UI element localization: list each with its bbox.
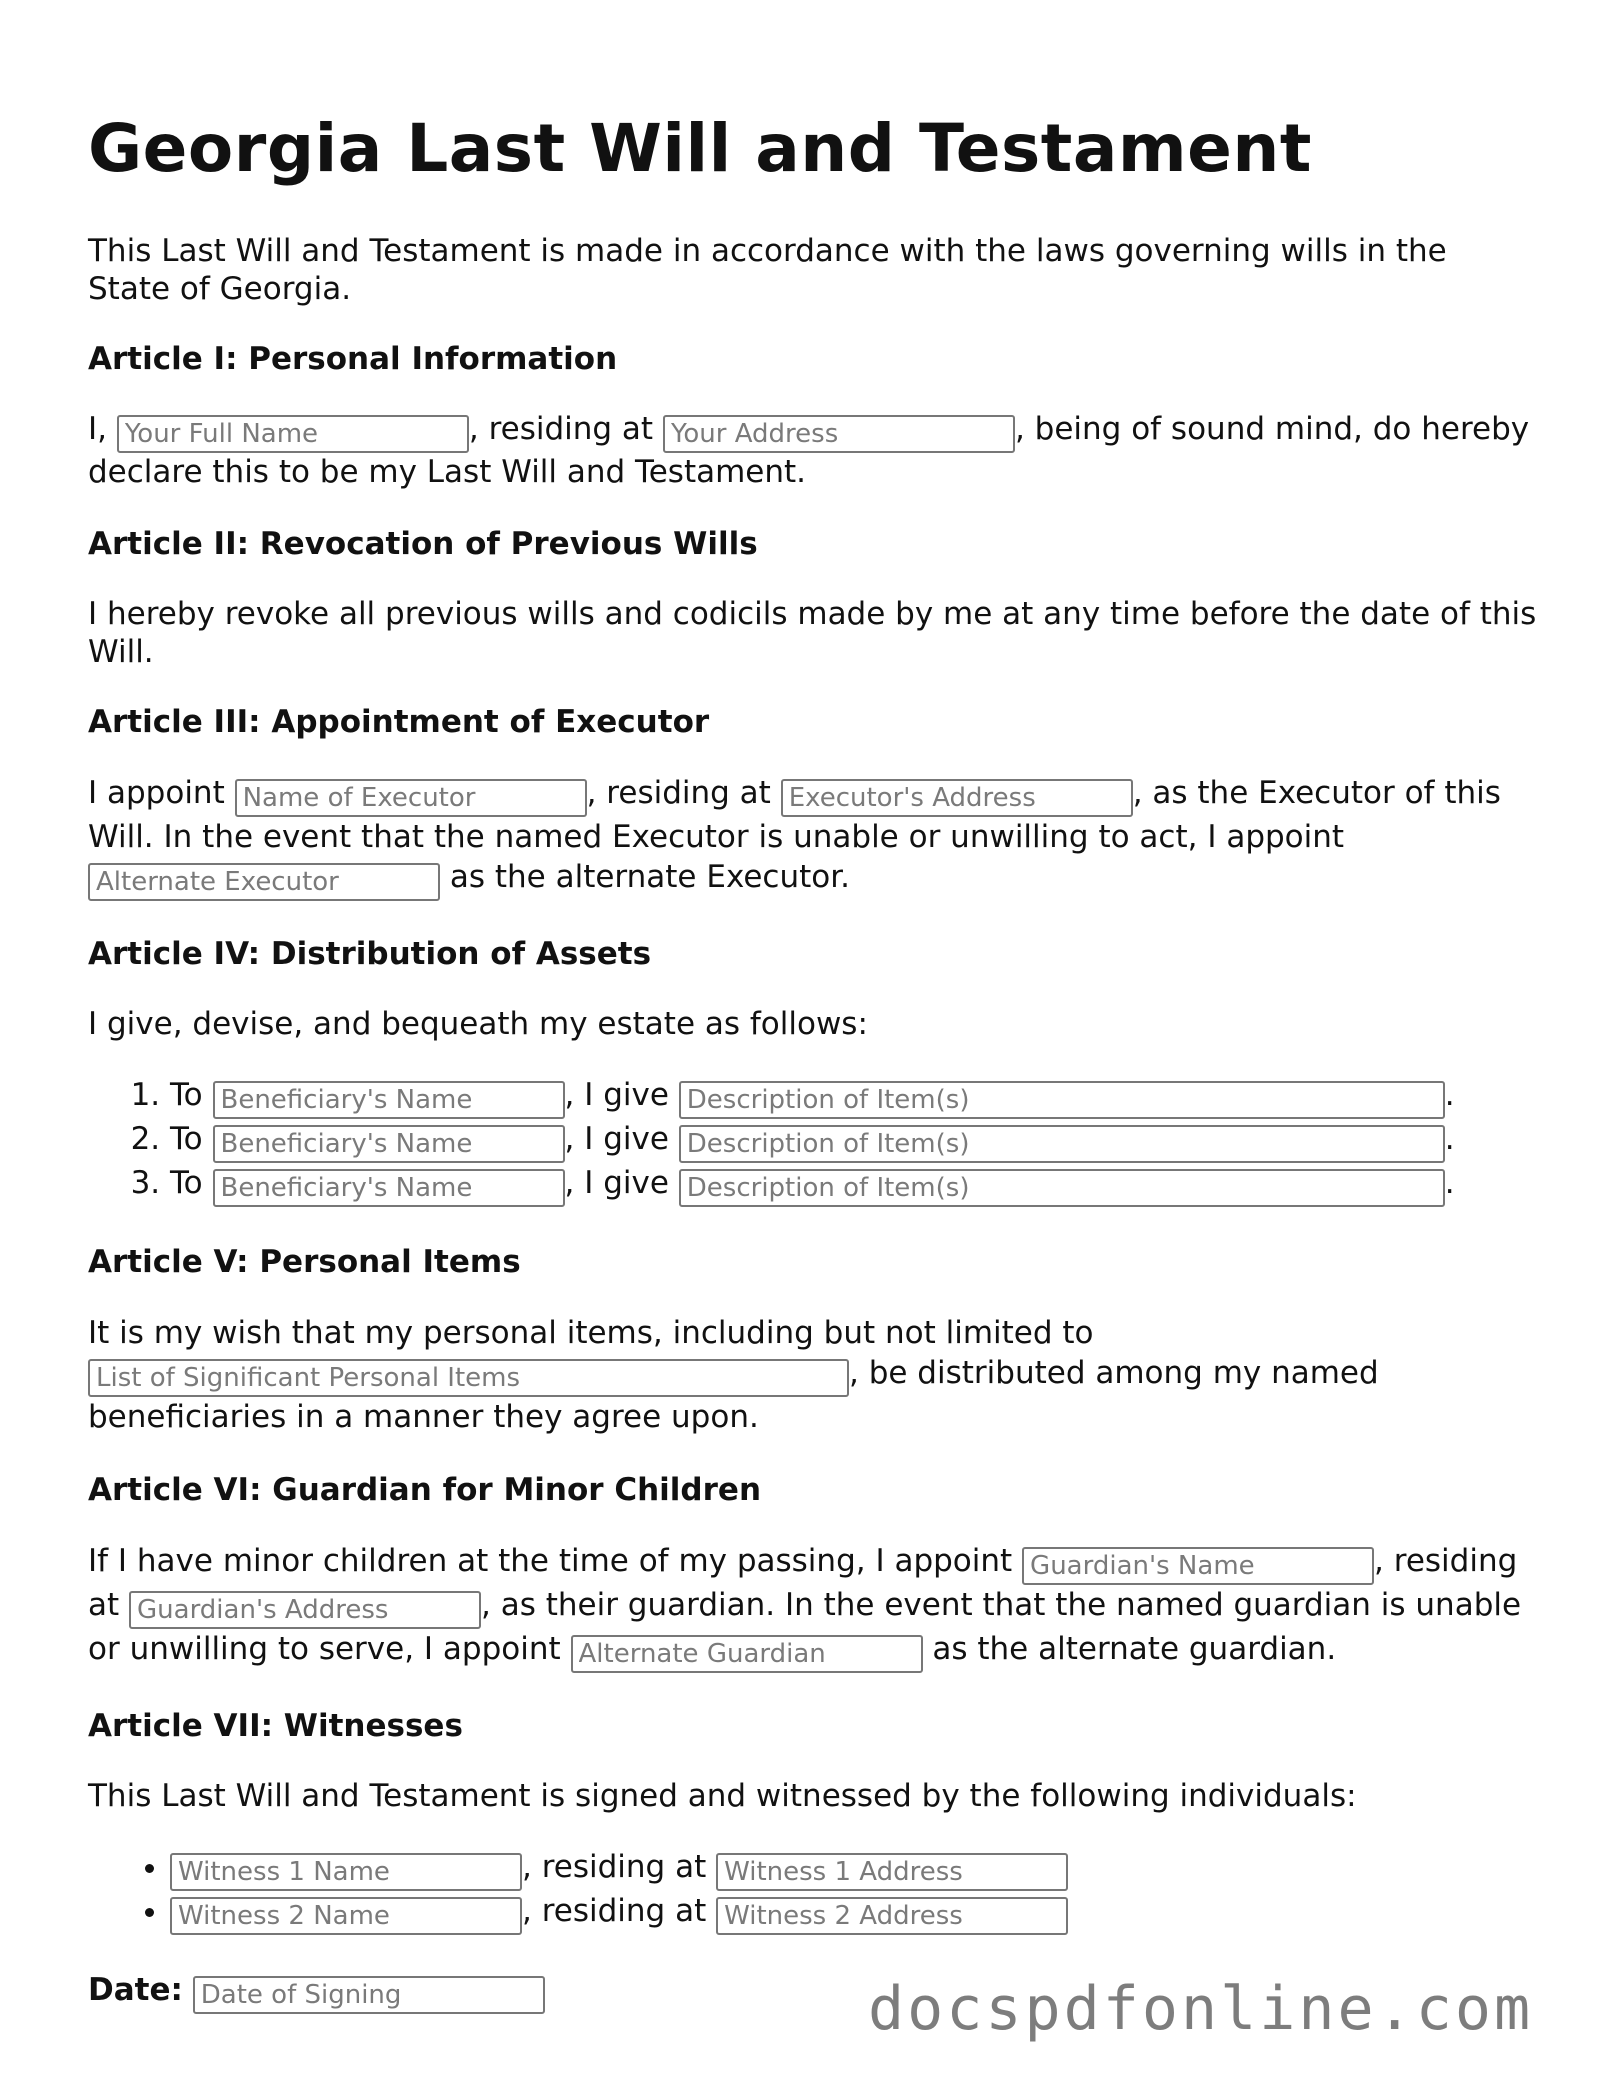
article-6-text-3: , as their guardian. In the event that the named guardian is unable or unwilling to serve, I appoint: [88, 1587, 1522, 1667]
date-of-signing-input[interactable]: [193, 1976, 545, 2014]
distribution-list: [88, 1075, 1538, 1207]
article-2-paragraph: I hereby revoke all previous wills and codicils made by me at any time before the date of this Will.: [88, 596, 1537, 670]
period: .: [1444, 1121, 1455, 1157]
article-3-text-2: , residing at: [586, 775, 771, 811]
witness-list: [88, 1847, 1538, 1935]
description-3-input[interactable]: [679, 1169, 1445, 1207]
guardian-address-input[interactable]: [129, 1591, 481, 1629]
article-1-heading: Article I: Personal Information: [88, 341, 618, 377]
article-4-intro: I give, devise, and bequeath my estate as follows:: [88, 1006, 868, 1042]
personal-items-input[interactable]: [88, 1359, 849, 1397]
article-5-text-2: , be distributed among my named beneficiaries in a manner they agree upon.: [88, 1355, 1379, 1435]
article-3-text-1: I appoint: [88, 775, 225, 811]
article-5-paragraph: [88, 1313, 1538, 1437]
article-6-text-4: as the alternate guardian.: [932, 1631, 1337, 1667]
article-3-heading: Article III: Appointment of Executor: [88, 704, 710, 740]
intro-paragraph: This Last Will and Testament is made in accordance with the laws governing wills in the State of Georgia.: [88, 233, 1447, 307]
article-6-heading: Article VI: Guardian for Minor Children: [88, 1472, 762, 1508]
executor-name-input[interactable]: [235, 779, 587, 817]
witness-1-name-input[interactable]: [170, 1853, 522, 1891]
give-label: , I give: [564, 1077, 669, 1113]
to-label: To: [170, 1165, 203, 1201]
to-label: To: [170, 1121, 203, 1157]
address-input[interactable]: [663, 415, 1015, 453]
list-item: [170, 1847, 1538, 1891]
witness-1-address-input[interactable]: [716, 1853, 1068, 1891]
article-3-text-3: , as the Executor of this Will. In the event that the named Executor is unable or unwilling to act, I appoint: [88, 775, 1501, 855]
list-item: [170, 1075, 1538, 1119]
article-6-text-2: , residing at: [88, 1543, 1518, 1623]
article-7-intro: This Last Will and Testament is signed and witnessed by the following individuals:: [88, 1778, 1357, 1814]
witness-2-name-input[interactable]: [170, 1897, 522, 1935]
period: .: [1444, 1077, 1455, 1113]
alternate-executor-input[interactable]: [88, 863, 440, 901]
description-2-input[interactable]: [679, 1125, 1445, 1163]
list-item: [170, 1119, 1538, 1163]
full-name-input[interactable]: [117, 415, 469, 453]
article-3-paragraph: [88, 773, 1538, 901]
article-5-text-1: It is my wish that my personal items, including but not limited to: [88, 1315, 1094, 1351]
page-title: Georgia Last Will and Testament: [88, 110, 1312, 187]
list-item: [170, 1163, 1538, 1207]
article-1-text-1: I,: [88, 411, 107, 447]
period: .: [1444, 1165, 1455, 1201]
article-2-heading: Article II: Revocation of Previous Wills: [88, 526, 758, 562]
will-document: [88, 108, 1538, 2046]
article-5-heading: Article V: Personal Items: [88, 1244, 521, 1280]
witness-2-address-input[interactable]: [716, 1897, 1068, 1935]
executor-address-input[interactable]: [781, 779, 1133, 817]
beneficiary-3-input[interactable]: [213, 1169, 565, 1207]
beneficiary-2-input[interactable]: [213, 1125, 565, 1163]
watermark: docspdfonline.com: [868, 1974, 1534, 2044]
to-label: To: [170, 1077, 203, 1113]
article-6-text-1: If I have minor children at the time of my passing, I appoint: [88, 1543, 1013, 1579]
guardian-name-input[interactable]: [1022, 1547, 1374, 1585]
residing-label: , residing at: [522, 1893, 707, 1929]
list-item: [170, 1891, 1538, 1935]
residing-label: , residing at: [522, 1849, 707, 1885]
article-1-paragraph: [88, 410, 1538, 491]
article-1-text-2: , residing at: [468, 411, 654, 447]
alternate-guardian-input[interactable]: [571, 1635, 923, 1673]
give-label: , I give: [564, 1121, 669, 1157]
article-6-paragraph: [88, 1541, 1538, 1673]
give-label: , I give: [564, 1165, 669, 1201]
article-4-heading: Article IV: Distribution of Assets: [88, 936, 652, 972]
article-7-heading: Article VII: Witnesses: [88, 1708, 463, 1744]
article-1-text-3: , being of sound mind, do hereby declare this to be my Last Will and Testament.: [88, 411, 1530, 490]
beneficiary-1-input[interactable]: [213, 1081, 565, 1119]
article-3-text-4: as the alternate Executor.: [449, 859, 850, 895]
date-label: Date:: [88, 1972, 183, 2008]
description-1-input[interactable]: [679, 1081, 1445, 1119]
